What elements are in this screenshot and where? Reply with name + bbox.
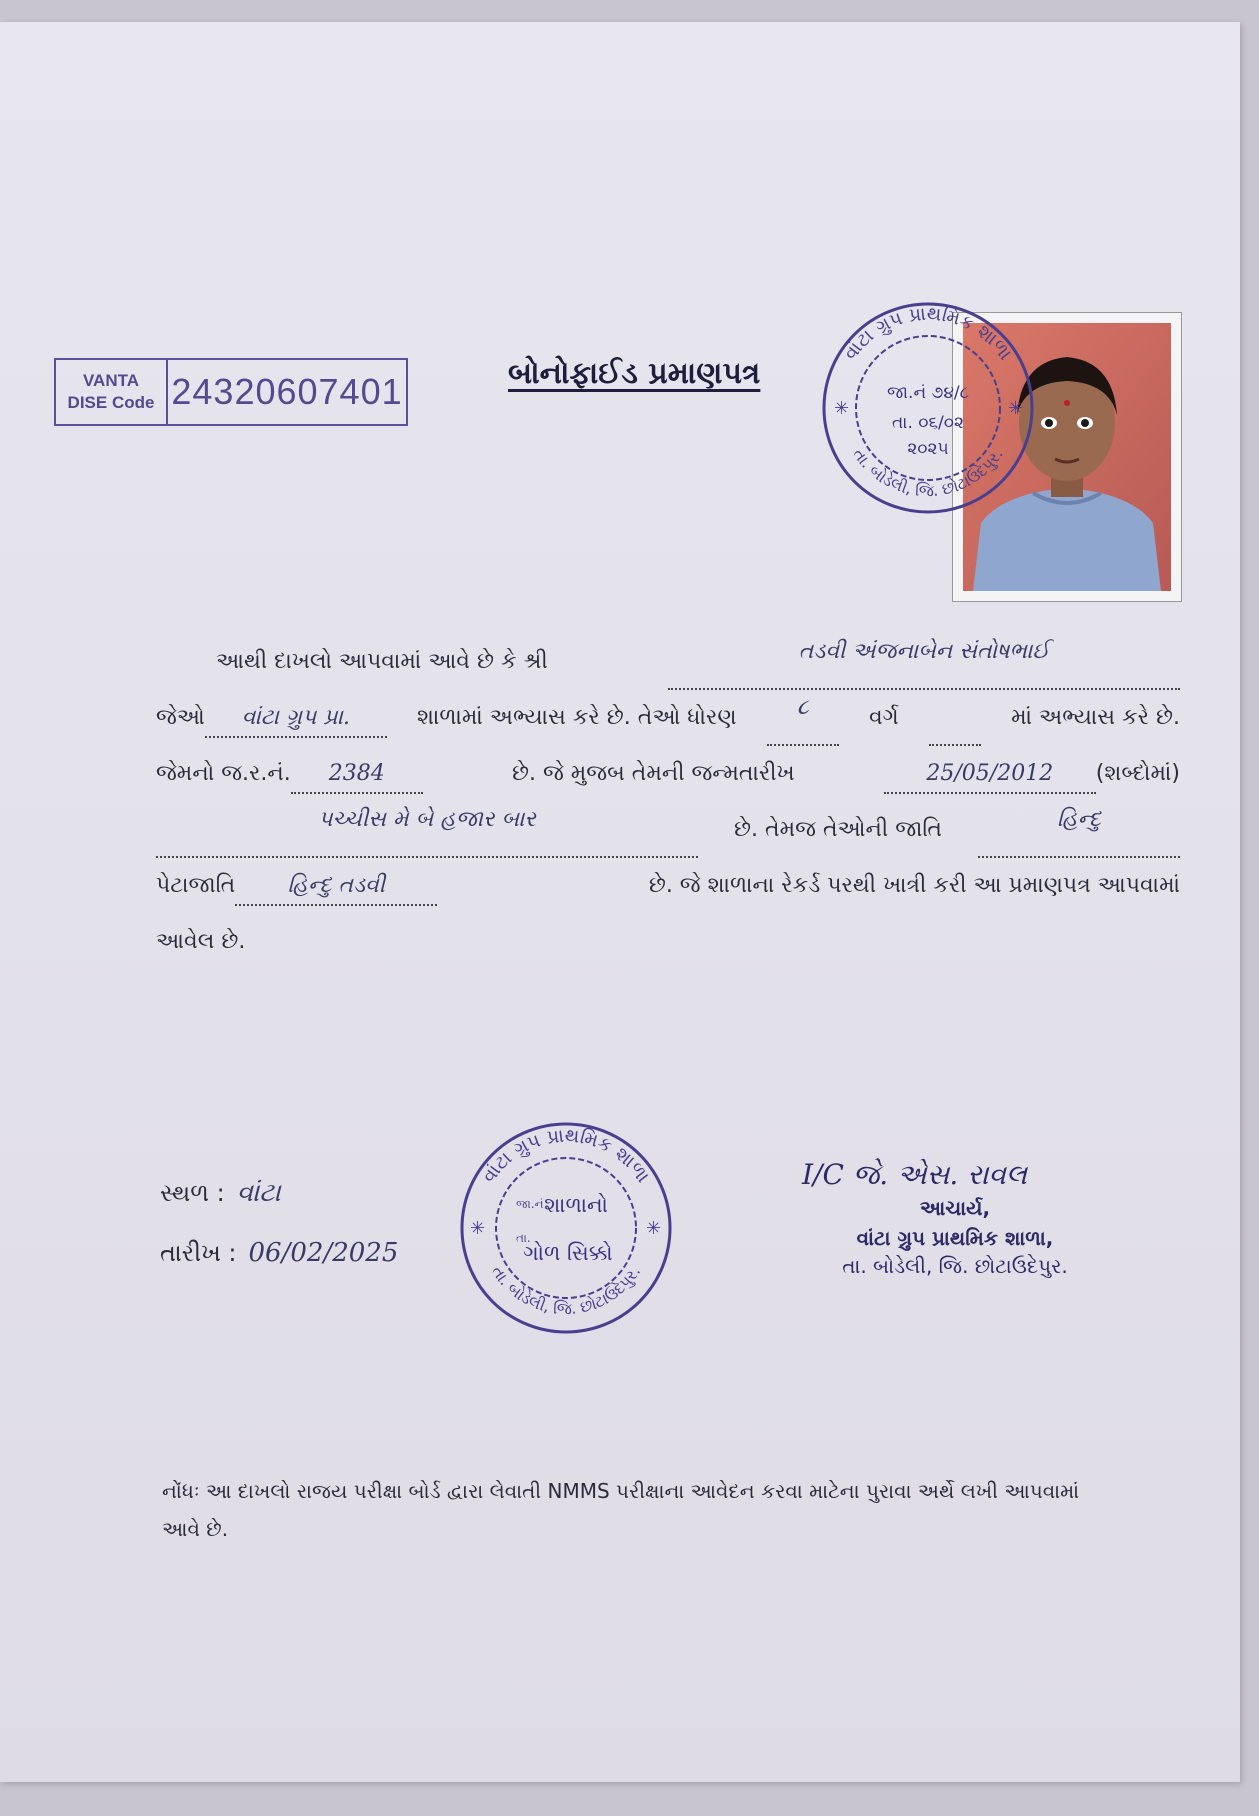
body-l3-suffix: (શબ્દોમાં): [1095, 761, 1180, 786]
seal-bottom-bottom-text: તા. બોડેલી, જિ. છોટાઉદેપુર.: [487, 1262, 645, 1319]
dise-code-box: [54, 358, 408, 426]
caste: હિન્દુ: [978, 802, 1180, 858]
body-l2-mid2: વર્ગ: [868, 705, 899, 730]
body-line-6: [156, 914, 1180, 970]
seal-bottom-ta: તા.: [516, 1231, 531, 1245]
date-of-birth: 25/05/2012: [884, 756, 1096, 794]
dob-in-words: પચ્ચીસ મે બે હજાર બાર: [156, 802, 698, 858]
seal-top-bottom-text: તા. બોડેલી, જિ. છોટાઉદેપુર.: [849, 444, 1007, 501]
date-label: તારીખ :: [160, 1239, 237, 1267]
division: [929, 690, 981, 746]
svg-text:વાંટા ગ્રુપ પ્રાથમિક શાળા: [839, 303, 1016, 365]
body-line-1: [156, 634, 1180, 690]
dise-label-line1: VANTA: [82, 371, 140, 390]
body-line-5: [156, 858, 1180, 914]
seal-bottom-star-left: ✳: [470, 1218, 486, 1239]
standard: ૮: [767, 690, 839, 746]
seal-bottom-ring-text: વાંટા ગ્રુપ પ્રાથમિક શાળા: [477, 1124, 655, 1187]
student-name: તડવી અંજનાબેન સંતોષભાઈ: [668, 634, 1180, 690]
gr-number: 2384: [291, 756, 423, 794]
seal-top-line2: તા. ૦૬/૦૨: [892, 413, 964, 433]
school-seal-bottom: [456, 1118, 676, 1338]
signatory-address: તા. બોડેલી, જિ. છોટાઉદેપુર.: [842, 1254, 1068, 1278]
signatory-role: આચાર્ય,: [919, 1196, 991, 1220]
dise-code-value: 24320607401: [171, 371, 403, 412]
certificate-title: બોનોફાઈડ પ્રમાણપત્ર: [508, 356, 761, 391]
date-row: [160, 1238, 398, 1268]
signatory-school: વાંટા ગ્રુપ પ્રાથમિક શાળા,: [856, 1226, 1054, 1250]
body-l2-prefix: જેઓ: [156, 705, 205, 730]
dise-label: [56, 360, 168, 424]
body-l1-prefix: આથી દાખલો આપવામાં આવે છે કે શ્રી: [216, 649, 548, 674]
subcaste: હિન્દુ તડવી: [235, 868, 437, 906]
body-l2-mid1: શાળામાં અભ્યાસ કરે છે. તેઓ ધોરણ: [416, 705, 737, 730]
certificate-sheet: [0, 22, 1240, 1782]
seal-star-right: ✳: [1008, 398, 1024, 419]
body-l5-prefix: પેટાજાતિ: [156, 873, 236, 898]
school-seal-top: [818, 298, 1038, 518]
seal-bottom-ja: જા.નં: [516, 1197, 544, 1211]
date-value: 06/02/2025: [248, 1238, 399, 1268]
school-name: વાંટા ગ્રુપ પ્રા.: [205, 700, 387, 738]
signature-handwritten: I/C જે. એસ. રાવલ: [802, 1158, 1028, 1191]
signature-block: [790, 1158, 1120, 1278]
body-line-3: [156, 746, 1180, 802]
body-line-4: [156, 802, 1180, 858]
place-label: સ્થળ :: [160, 1179, 225, 1207]
svg-text:વાંટા ગ્રુપ પ્રાથમિક શાળા: [478, 1125, 654, 1187]
seal-bottom-center2: ગોળ સિક્કો: [523, 1241, 613, 1265]
seal-bottom-center1: શાળાનો: [544, 1193, 608, 1217]
seal-top-ring-text: વાંટા ગ્રુપ પ્રાથમિક શાળા: [839, 302, 1017, 365]
body-l6: આવેલ છે.: [156, 929, 246, 954]
place-value: વાંટા: [236, 1178, 281, 1208]
body-l5-suffix: છે. જે શાળાના રેકર્ડ પરથી ખાત્રી કરી આ પ્રમાણપત્ર આપવામાં: [648, 873, 1180, 898]
dise-label-line2: DISE Code: [67, 393, 155, 412]
body-line-2: [156, 690, 1180, 746]
seal-top-line3: ૨૦૨૫: [907, 439, 949, 459]
body-l3-mid: છે. જે મુજબ તેમની જન્મતારીખ: [511, 761, 795, 786]
body-l3-prefix: જેમનો જ.ર.નં.: [156, 761, 291, 786]
seal-top-line1: જા.નં ૭૪/૮: [887, 383, 969, 403]
seal-star-left: ✳: [834, 398, 850, 419]
place-row: [160, 1178, 281, 1209]
body-l4-mid: છે. તેમજ તેઓની જાતિ: [734, 817, 942, 842]
certificate-note: નોંધઃ આ દાખલો રાજય પરીક્ષા બોર્ડ દ્વારા લેવાતી NMMS પરીક્ષાના આવેદન કરવા માટેના પુરાવા અર્થે લખી આપવામાં આવે છે.: [162, 1479, 1080, 1541]
certificate-body: [156, 634, 1180, 970]
seal-bottom-star-right: ✳: [646, 1218, 662, 1239]
body-l2-suffix: માં અભ્યાસ કરે છે.: [1011, 705, 1180, 730]
